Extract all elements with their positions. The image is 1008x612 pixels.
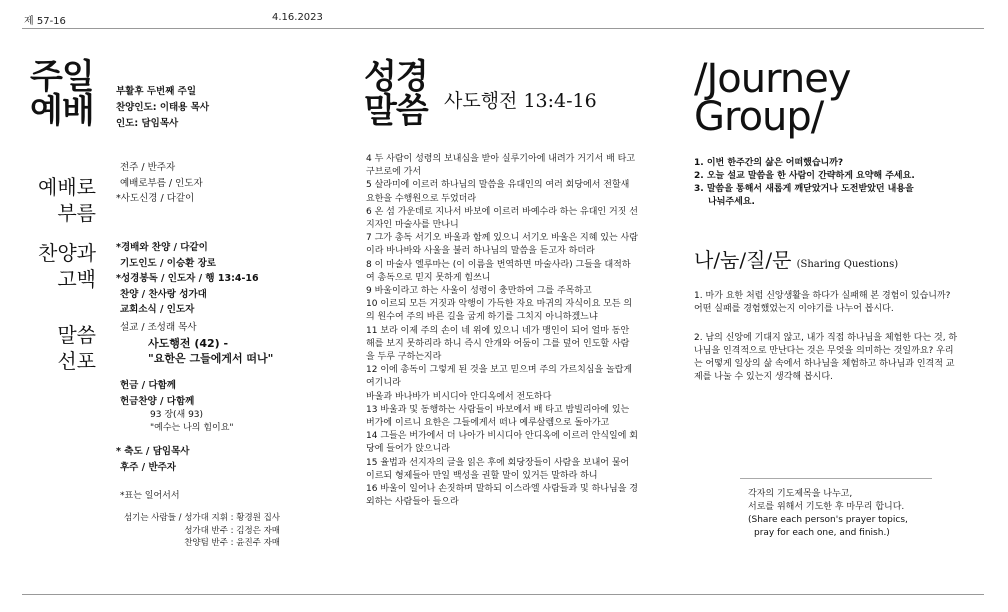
call-items: [116, 160, 203, 207]
verse: 6 온 섬 가운데로 지나서 바보에 이르러 바예수라 하는 유대인 거짓 선지자인 마술사를 만나니: [366, 206, 638, 231]
worship-meta-sunday: 부활후 두번째 주일: [116, 86, 197, 97]
item-text: 찬양 / 찬사랑 성가대: [120, 288, 207, 300]
worship-title-line2: 예배: [30, 91, 94, 131]
journey-question: 3. 말씀을 통해서 새롭게 깨닫았거나 도전받았던 내용을: [694, 184, 914, 194]
section-label-line: 고백: [57, 267, 96, 291]
order-item-sermon: 설교 / 조성래 목사: [120, 322, 197, 333]
praise-items: [116, 240, 259, 318]
item-text: *성경봉독 / 인도자 / 행 13:4-16: [116, 273, 259, 284]
journey-question: 1. 이번 한주간의 삶은 어떠했습니까?: [694, 158, 844, 168]
order-item-offering-hymn: 헌금찬양 / 다함께: [120, 395, 195, 407]
order-item-call: 예배로부름 / 인도자: [120, 177, 203, 189]
prayer-line: pray for each one, and finish.): [754, 528, 890, 538]
verse: 9 바울이라고 하는 사울이 성령이 충만하여 그를 주목하고: [366, 286, 592, 297]
sermon-items: [116, 320, 273, 366]
journey-title: [694, 56, 851, 140]
sharing-heading: [694, 244, 898, 273]
order-item-choir: [116, 287, 259, 303]
servers: [118, 512, 280, 550]
sermon-reference: 사도행전 (42) -: [148, 336, 229, 350]
sharing-question: 1. 마가 요한 처럼 신앙생활을 하다가 실패해 본 경험이 있습니까? 어떤 실패를 경험했었는지 이야기를 나누어 봅시다.: [694, 291, 951, 314]
order-item-postlude: 후주 / 반주자: [120, 461, 176, 473]
hymn-number: 93 장(새 93): [150, 410, 204, 420]
scripture-title: [364, 57, 428, 131]
order-item-worship-praise: [116, 240, 259, 256]
server-line: 찬양팀 반주 : 윤진주 자매: [184, 538, 280, 548]
sharing-title: 나/눔/질/문: [694, 248, 792, 272]
prayer-divider: [740, 478, 932, 479]
worship-meta-leader: 인도: 담임목사: [116, 118, 179, 129]
prayer-line: 서로를 위해서 기도한 후 마무리 합니다.: [748, 502, 905, 512]
verse: 14 그들은 버가에서 더 나아가 비시디아 안디옥에 이르러 안식일에 회당에 들어가 앉으니라: [366, 431, 638, 455]
section-label-praise: [24, 240, 96, 292]
section-label-call: [24, 174, 96, 226]
item-text: *경배와 찬양 / 다같이: [116, 242, 208, 253]
worship-title: [30, 57, 94, 131]
verse: 12 이에 총독이 그렇게 된 것을 보고 믿으며 주의 가르치심을 놀랍게 여기니라: [366, 365, 633, 389]
server-line: 성가대 반주 : 김정은 자매: [184, 525, 280, 536]
verse-subheading: 바울과 바나바가 비시디아 안디옥에서 전도하다: [366, 391, 552, 402]
verse: 4 두 사람이 성령의 보내심을 받아 실루기아에 내려가 거기서 배 타고 구브로에 가서: [366, 154, 636, 178]
verse: 5 살라미에 이르러 하나님의 말씀을 유대인의 여러 회당에서 전할새 요한을 수행원으로 두었더라: [366, 180, 630, 204]
section-label-line: 선포: [57, 349, 96, 373]
order-item-prelude: 전주 / 반주자: [120, 162, 176, 173]
verse: 15 율법과 선지자의 글을 읽은 후에 회당장들이 사람을 보내어 물어 이르되 형제들아 만일 백성을 권할 말이 있거든 말하라 하니: [366, 457, 630, 481]
scripture-reference: 사도행전 13:4-16: [444, 90, 597, 112]
order-item-offering: 헌금 / 다함께: [120, 380, 176, 391]
issue-date: 4.16.2023: [272, 12, 323, 23]
verse: 7 그가 총독 서기오 바울과 함께 있으니 서기오 바울은 지혜 있는 사람이라 바나바와 사울을 불러 하나님의 말씀을 듣고자 하더라: [366, 233, 638, 257]
sharing-subtitle: (Sharing Questions): [796, 259, 899, 270]
hymn-title: "예수는 나의 힘이요": [150, 423, 234, 433]
scripture-title-line1: 성경: [364, 57, 428, 97]
top-divider: [22, 28, 984, 29]
prayer-line: 각자의 기도제목을 나누고,: [748, 489, 853, 499]
journey-question: 2. 오늘 설교 말씀을 한 사람이 간략하게 요약해 주세요.: [694, 171, 915, 181]
prayer-note: [748, 488, 908, 540]
order-item-benediction: * 축도 / 담임목사: [116, 446, 190, 457]
verse: 11 보라 이제 주의 손이 네 위에 있으니 네가 맹인이 되어 얼마 동안 해를 보지 못하리라 하니 즉시 안개와 어둠이 그를 덮어 인도할 사람을 두루 구하는지라: [366, 325, 630, 363]
closing-items: [116, 444, 189, 475]
bottom-divider: [22, 594, 984, 595]
order-item-creed: *사도신경 / 다같이: [116, 193, 195, 204]
server-line: 섬기는 사람들 / 성가대 지휘 : 황경원 집사: [123, 513, 280, 523]
verse: 8 이 마술사 엘루마는 (이 이름을 번역하면 마술사라) 그들을 대적하여 총독으로 믿지 못하게 힘쓰니: [366, 259, 631, 283]
scripture-verses: [366, 153, 638, 509]
issue-number: 제 57-16: [24, 16, 66, 27]
verse: 10 이르되 모든 거짓과 악행이 가득한 자요 마귀의 자식이요 모든 의의 원수여 주의 바른 길을 굽게 하기를 그치지 아니하겠느냐: [366, 299, 633, 323]
sharing-questions: [694, 290, 962, 395]
verse: 13 바울과 및 동행하는 사람들이 바보에서 배 타고 밤빌리아에 있는 버가에 이르니 요한은 그들에게서 떠나 예루살렘으로 돌아가고: [366, 404, 630, 429]
item-text: 교회소식 / 인도자: [120, 304, 195, 315]
prayer-line: (Share each person's prayer topics,: [748, 515, 908, 525]
journey-title-line1: /Journey: [694, 56, 851, 102]
sharing-question: 2. 남의 신앙에 기대지 않고, 내가 직접 하나님을 체험한 다는 것, 하나님을 인격적으로 만난다는 것은 무엇을 의미하는 것일까요? 우리는 어떻게 일상의 삶 속에서 하나님을 체험하고 하나님과 인격적 교제를 나눌 수 있는지 생각해 봅시다.: [694, 333, 958, 382]
worship-meta-praise-leader: 찬양인도: 이태용 목사: [116, 102, 210, 113]
journey-questions: [694, 157, 984, 209]
section-label-sermon: [24, 322, 96, 374]
section-label-line: 말씀: [57, 323, 96, 347]
scripture-title-line2: 말씀: [364, 91, 428, 131]
order-item-reading: [116, 271, 259, 287]
journey-title-line2: Group/: [694, 94, 824, 140]
worship-meta: [116, 84, 209, 132]
item-text: 기도인도 / 이승환 장로: [120, 257, 216, 269]
verse: 16 바울이 일어나 손짓하며 말하되 이스라엘 사람들과 및 하나님을 경외하는 사람들아 들으라: [366, 484, 638, 508]
offering-items: [116, 378, 234, 435]
worship-title-line1: 주일: [30, 57, 94, 97]
section-label-line: 찬양과: [38, 241, 96, 265]
order-item-news: [116, 302, 259, 318]
order-item-prayer: [116, 256, 259, 272]
section-label-line: 부름: [57, 201, 96, 225]
standing-note: *표는 일어서서: [120, 491, 180, 501]
section-label-line: 예배로: [38, 175, 96, 199]
journey-question-cont: 나눠주세요.: [708, 197, 755, 207]
sermon-title: "요한은 그들에게서 떠나": [148, 351, 274, 365]
